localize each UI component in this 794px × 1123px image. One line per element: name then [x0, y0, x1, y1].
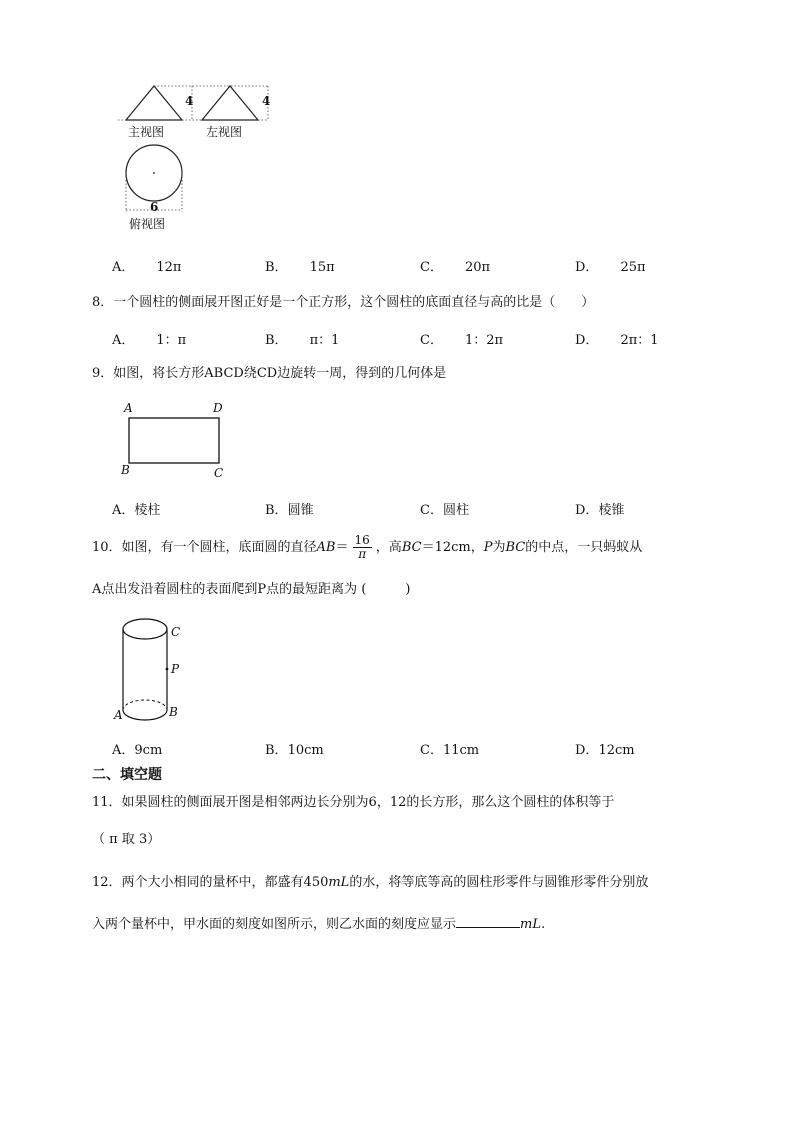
height-label-front: 4 [185, 94, 194, 108]
top-view-label: 俯视图 [129, 217, 166, 231]
q12-answer-blank[interactable] [456, 915, 520, 928]
q9-question: 9．如图，将长方形ABCD绕CD边旋转一周，得到的几何体是 [92, 366, 447, 381]
q9-label-b: B [121, 463, 130, 477]
q9-label-c: C [214, 466, 224, 480]
q10-label-p: P [171, 662, 180, 676]
q10-cylinder-figure [110, 612, 200, 727]
q9-option-c[interactable]: C．圆柱 [420, 503, 469, 518]
q10-option-d[interactable]: D．12cm [575, 743, 635, 758]
height-label-left: 4 [262, 94, 271, 108]
q8-option-d[interactable]: D． 2π：1 [575, 333, 659, 348]
q11-question-line2: （ π 取 3） [92, 832, 161, 847]
q7-option-b[interactable]: B． 15π [265, 260, 335, 275]
q9-option-d[interactable]: D．棱锥 [575, 503, 625, 518]
q11-question-line1: 11．如果圆柱的侧面展开图是相邻两边长分别为6，12的长方形，那么这个圆柱的体积等于 [92, 795, 615, 810]
q9-option-a[interactable]: A．棱柱 [112, 503, 161, 518]
q10-label-c: C [171, 625, 181, 639]
front-view-triangle [126, 86, 182, 120]
q10-option-a[interactable]: A．9cm [112, 743, 163, 758]
q7-option-d[interactable]: D． 25π [575, 260, 646, 275]
section-fill-in-title: 二、填空题 [92, 767, 162, 783]
q10-label-b: B [169, 705, 178, 719]
diameter-label: 6 [150, 200, 159, 214]
q10-question-line1: 10．如图，有一个圆柱，底面圆的直径AB＝ $\frac{16}{\pi}$ ，高BC＝12cm，P为BC的中点，一只蚂蚁从 [92, 533, 643, 561]
left-view-label: 左视图 [206, 125, 243, 139]
left-view-triangle [202, 86, 258, 120]
q7-option-c[interactable]: C． 20π [420, 260, 491, 275]
q12-question-line2: 入两个量杯中，甲水面的刻度如图所示，则乙水面的刻度应显示 mL. [92, 917, 546, 932]
q8-question: 8．一个圆柱的侧面展开图正好是一个正方形，这个圆柱的底面直径与高的比是（ ） [92, 295, 595, 310]
rectangle-abcd [129, 418, 219, 463]
front-view-label: 主视图 [128, 125, 165, 139]
q8-option-a[interactable]: A． 1：π [112, 333, 187, 348]
fraction-16-over-pi: $\frac{16}{\pi}$ [354, 533, 370, 561]
q7-option-a[interactable]: A． 12π [112, 260, 182, 275]
point-p-marker [166, 668, 169, 671]
cylinder-top-ellipse [123, 619, 167, 639]
q12-question-line1: 12．两个大小相同的量杯中，都盛有450mL的水，将等底等高的圆柱形零件与圆锥形零件分别放 [92, 875, 649, 890]
q10-question-line2: A点出发沿着圆柱的表面爬到P点的最短距离为 ( ) [92, 582, 411, 597]
q8-option-c[interactable]: C． 1：2π [420, 333, 504, 348]
q10-label-a: A [114, 708, 123, 722]
q9-label-a: A [124, 401, 133, 415]
q10-option-c[interactable]: C．11cm [420, 743, 480, 758]
q9-label-d: D [213, 401, 223, 415]
q8-option-b[interactable]: B． π：1 [265, 333, 340, 348]
q10-option-b[interactable]: B．10cm [265, 743, 324, 758]
q9-option-b[interactable]: B．圆锥 [265, 503, 314, 518]
